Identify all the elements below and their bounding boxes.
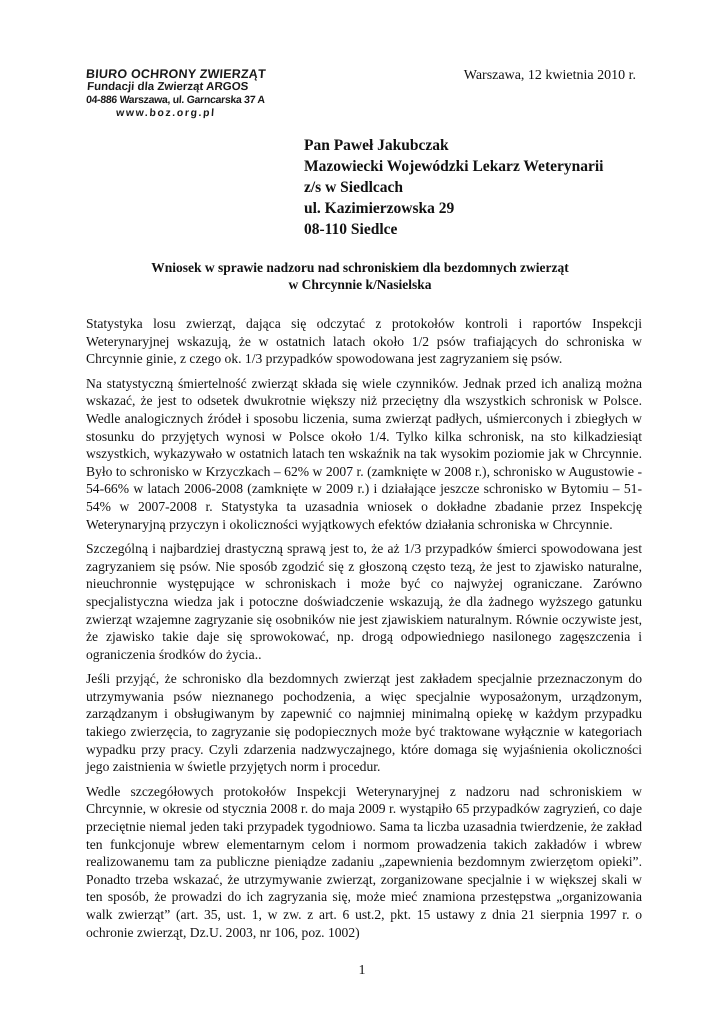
letter-date: Warszawa, 12 kwietnia 2010 r. — [463, 68, 636, 83]
body-paragraph-5: Wedle szczegółowych protokołów Inspekcji Weterynaryjnej z nadzoru nad schroniskiem w Chrcynnie, w okresie od stycznia 2008 r. do maja 2009 r. wystąpiło 65 przypadków zagryzień, co daje przeciętnie niemal jeden taki przypadek tygodniowo. Sama ta liczba uzasadnia twierdzenie, że zakład ten funkcjonuje wbrew elementarnym celom i normom prowadzenia takich zakładów i wbrew realizowanemu tam za publiczne pieniądze zadaniu „zapewnienia bezdomnym zwierzętom opieki”. Ponadto trzeba wskazać, że utrzymywanie zwierząt, zorganizowane specjalnie i w większej skali w ten sposób, że prowadzi do ich zagryzania się, może mieć znamiona przestępstwa „organizowania walk zwierząt” (art. 35, ust. 1, w zw. z art. 6 ust.2, pkt. 15 ustawy z dnia 21 sierpnia 1997 r. o ochronie zwierząt, Dz.U. 2003, nr 106, poz. 1002) — [86, 783, 642, 940]
recipient-name: Pan Paweł Jakubczak — [304, 137, 449, 154]
recipient-title: Mazowiecki Wojewódzki Lekarz Weterynarii — [304, 158, 604, 175]
letter-subject — [86, 259, 634, 293]
recipient-seat: z/s w Siedlcach — [304, 179, 404, 196]
recipient-street: ul. Kazimierzowska 29 — [304, 200, 455, 217]
body-paragraph-1: Statystyka losu zwierząt, dająca się odczytać z protokołów kontroli i raportów Inspekcji Weterynaryjnej wskazują, że w ostatnich latach około 1/2 psów trafiających do schroniska w Chrcynnie ginie, z czego ok. 1/3 przypadków spowodowana jest zagryzaniem się psów. — [86, 316, 642, 367]
recipient-block — [304, 135, 603, 240]
recipient-city: 08-110 Siedlce — [304, 221, 398, 238]
sender-address: 04-886 Warszawa, ul. Garncarska 37 A — [85, 94, 266, 106]
sender-letterhead — [86, 68, 296, 120]
sender-organization: BIURO OCHRONY ZWIERZĄT — [85, 67, 267, 81]
sender-website: www.boz.org.pl — [115, 107, 217, 119]
body-paragraph-3: Szczególną i najbardziej drastyczną sprawą jest to, że aż 1/3 przypadków śmierci spowodowana jest zagryzaniem się psów. Nie sposób zgodzić się z głoszoną często tezą, że jest to zjawisko naturalne, nieuchronnie występujące w schroniskach i może być co najwyżej ograniczane. Zarówno specjalistyczna wiedza jak i potoczne doświadczenie wskazują, że dla żadnego wyższego gatunku zwierząt wzajemne zagryzanie się osobników nie jest zjawiskiem naturalnym. Równie oczywiste jest, że zjawisko takie daje się sprowokować, np. drogą odpowiedniego nasilonego zagęszczenia i ograniczenia środków do życia.. — [86, 541, 642, 662]
letter-body — [86, 315, 642, 948]
page-number: 1 — [358, 963, 366, 978]
sender-foundation: Fundacji dla Zwierząt ARGOS — [86, 81, 249, 93]
body-paragraph-2: Na statystyczną śmiertelność zwierząt składa się wiele czynników. Jednak przed ich analizą można wskazać, że jest to odsetek dwukrotnie większy niż przeciętny dla wszystkich schronisk w Polsce. Wedle analogicznych źródeł i sposobu liczenia, suma zwierząt padłych, uśmierconych i zbiegłych w stosunku do przyjętych wynosi w Polsce około 1/4. Tylko kilka schronisk, na sto kilkadziesiąt wszystkich, wykazywało w ostatnich latach ten wskaźnik na tak wysokim poziomie jak w Chrcynnie. Było to schronisko w Krzyczkach – 62% w 2007 r. (zamknięte w 2008 r.), schronisko w Augustowie - 54-66% w latach 2006-2008 (zamknięte w 2009 r.) i działające jeszcze schronisko w Bytomiu – 51-54% w 2007-2008 r. Statystyka ta uzasadnia wniosek o dokładne zbadanie przez Inspekcję Weterynaryjną przyczyn i okoliczności wyjątkowych efektów działania schroniska w Chrcynnie. — [86, 375, 642, 532]
subject-line-1: Wniosek w sprawie nadzoru nad schroniskiem dla bezdomnych zwierząt — [151, 260, 569, 275]
body-paragraph-4: Jeśli przyjąć, że schronisko dla bezdomnych zwierząt jest zakładem specjalnie przeznaczonym do utrzymywania psów nieznanego pochodzenia, a więc specjalnie wyposażonym, urządzonym, zarządzanym i obsługiwanym by zapewnić co najmniej minimalną opiekę w każdym przypadku takiego zwierzęcia, to zagryzanie się podopiecznych może być traktowane wyłącznie w kategoriach wypadku przy pracy. Czyli zdarzenia nadzwyczajnego, które domaga się wyjaśnienia okoliczności jego zaistnienia w świetle przyjętych norm i procedur. — [86, 671, 642, 775]
subject-line-2: w Chrcynnie k/Nasielska — [288, 277, 432, 292]
